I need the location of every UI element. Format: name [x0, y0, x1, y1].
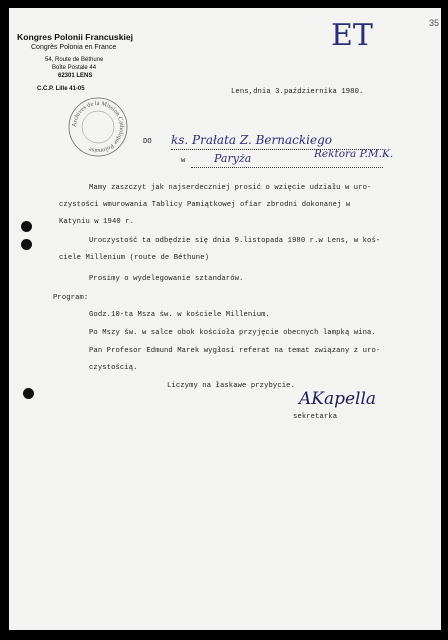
paragraph-1-line-3: Katyniu w 1940 r.: [59, 218, 135, 226]
paragraph-1-line-2: czystości wmurowania Tablicy Pamiątkowej ofiar zbrodni dokonanej w: [59, 201, 351, 209]
program-label: Program:: [53, 294, 89, 302]
closing-line: Liczymy na łaskawe przybycie.: [167, 382, 295, 390]
do-label: DO: [143, 138, 152, 146]
org-name-french: Congrès Polonia en France: [31, 44, 117, 51]
program-item-1: Godz.10-ta Msza św. w kościele Millenium.: [89, 311, 270, 319]
svg-text:Archives de la Mission Catholi: [71, 100, 125, 154]
stamp-text: Archives de la Mission Catholique Polonaise: [70, 99, 126, 155]
org-name-polish: Kongres Polonii Francuskiej: [17, 32, 134, 42]
w-label: w: [181, 157, 186, 165]
program-item-3-line-2: czystością.: [89, 364, 138, 372]
punch-hole-top: [21, 221, 32, 232]
punch-hole-middle: [21, 239, 32, 250]
account-number: C.C.P. Lille 41-05: [37, 86, 85, 92]
archive-stamp: [67, 96, 129, 158]
date-line: Lens,dnia 3.października 1980.: [231, 88, 364, 96]
page-number: 35: [429, 18, 440, 28]
letter-page: [9, 8, 441, 630]
address-po-box: Boîte Postale 44: [52, 65, 97, 71]
place-handwritten: Paryża: [214, 152, 252, 165]
address-street: 54, Route de Béthune: [45, 57, 104, 63]
paragraph-1-line-1: Mamy zaszczyt jak najserdeczniej prosić o wzięcie udziału w uro-: [89, 184, 372, 192]
paragraph-2-line-1: Uroczystość ta odbędzie się dnia 9.listopada 1980 r.w Lens, w koś-: [89, 237, 381, 245]
rektor-handwritten: Rektora P.M.K.: [314, 148, 394, 160]
punch-hole-bottom: [23, 388, 34, 399]
address-city: 62301 LENS: [58, 73, 93, 79]
program-item-2: Po Mszy św. w salce obok kościoła przyjęcie obecnych lampką wina.: [89, 329, 376, 337]
paragraph-3: Prosimy o wydelegowanie sztandarów.: [89, 275, 244, 283]
corner-initials: ET: [331, 18, 373, 53]
signature-title: sekretarka: [293, 413, 338, 421]
place-dotted-line: [191, 167, 383, 168]
program-item-3-line-1: Pan Profesor Edmund Marek wygłosi referat na temat związany z uro-: [89, 347, 381, 355]
paragraph-2-line-2: ciele Millenium (route de Béthune): [59, 254, 210, 262]
signature-handwritten: AKapella: [299, 389, 377, 409]
recipient-handwritten: ks. Prałata Z. Bernackiego: [171, 133, 332, 147]
